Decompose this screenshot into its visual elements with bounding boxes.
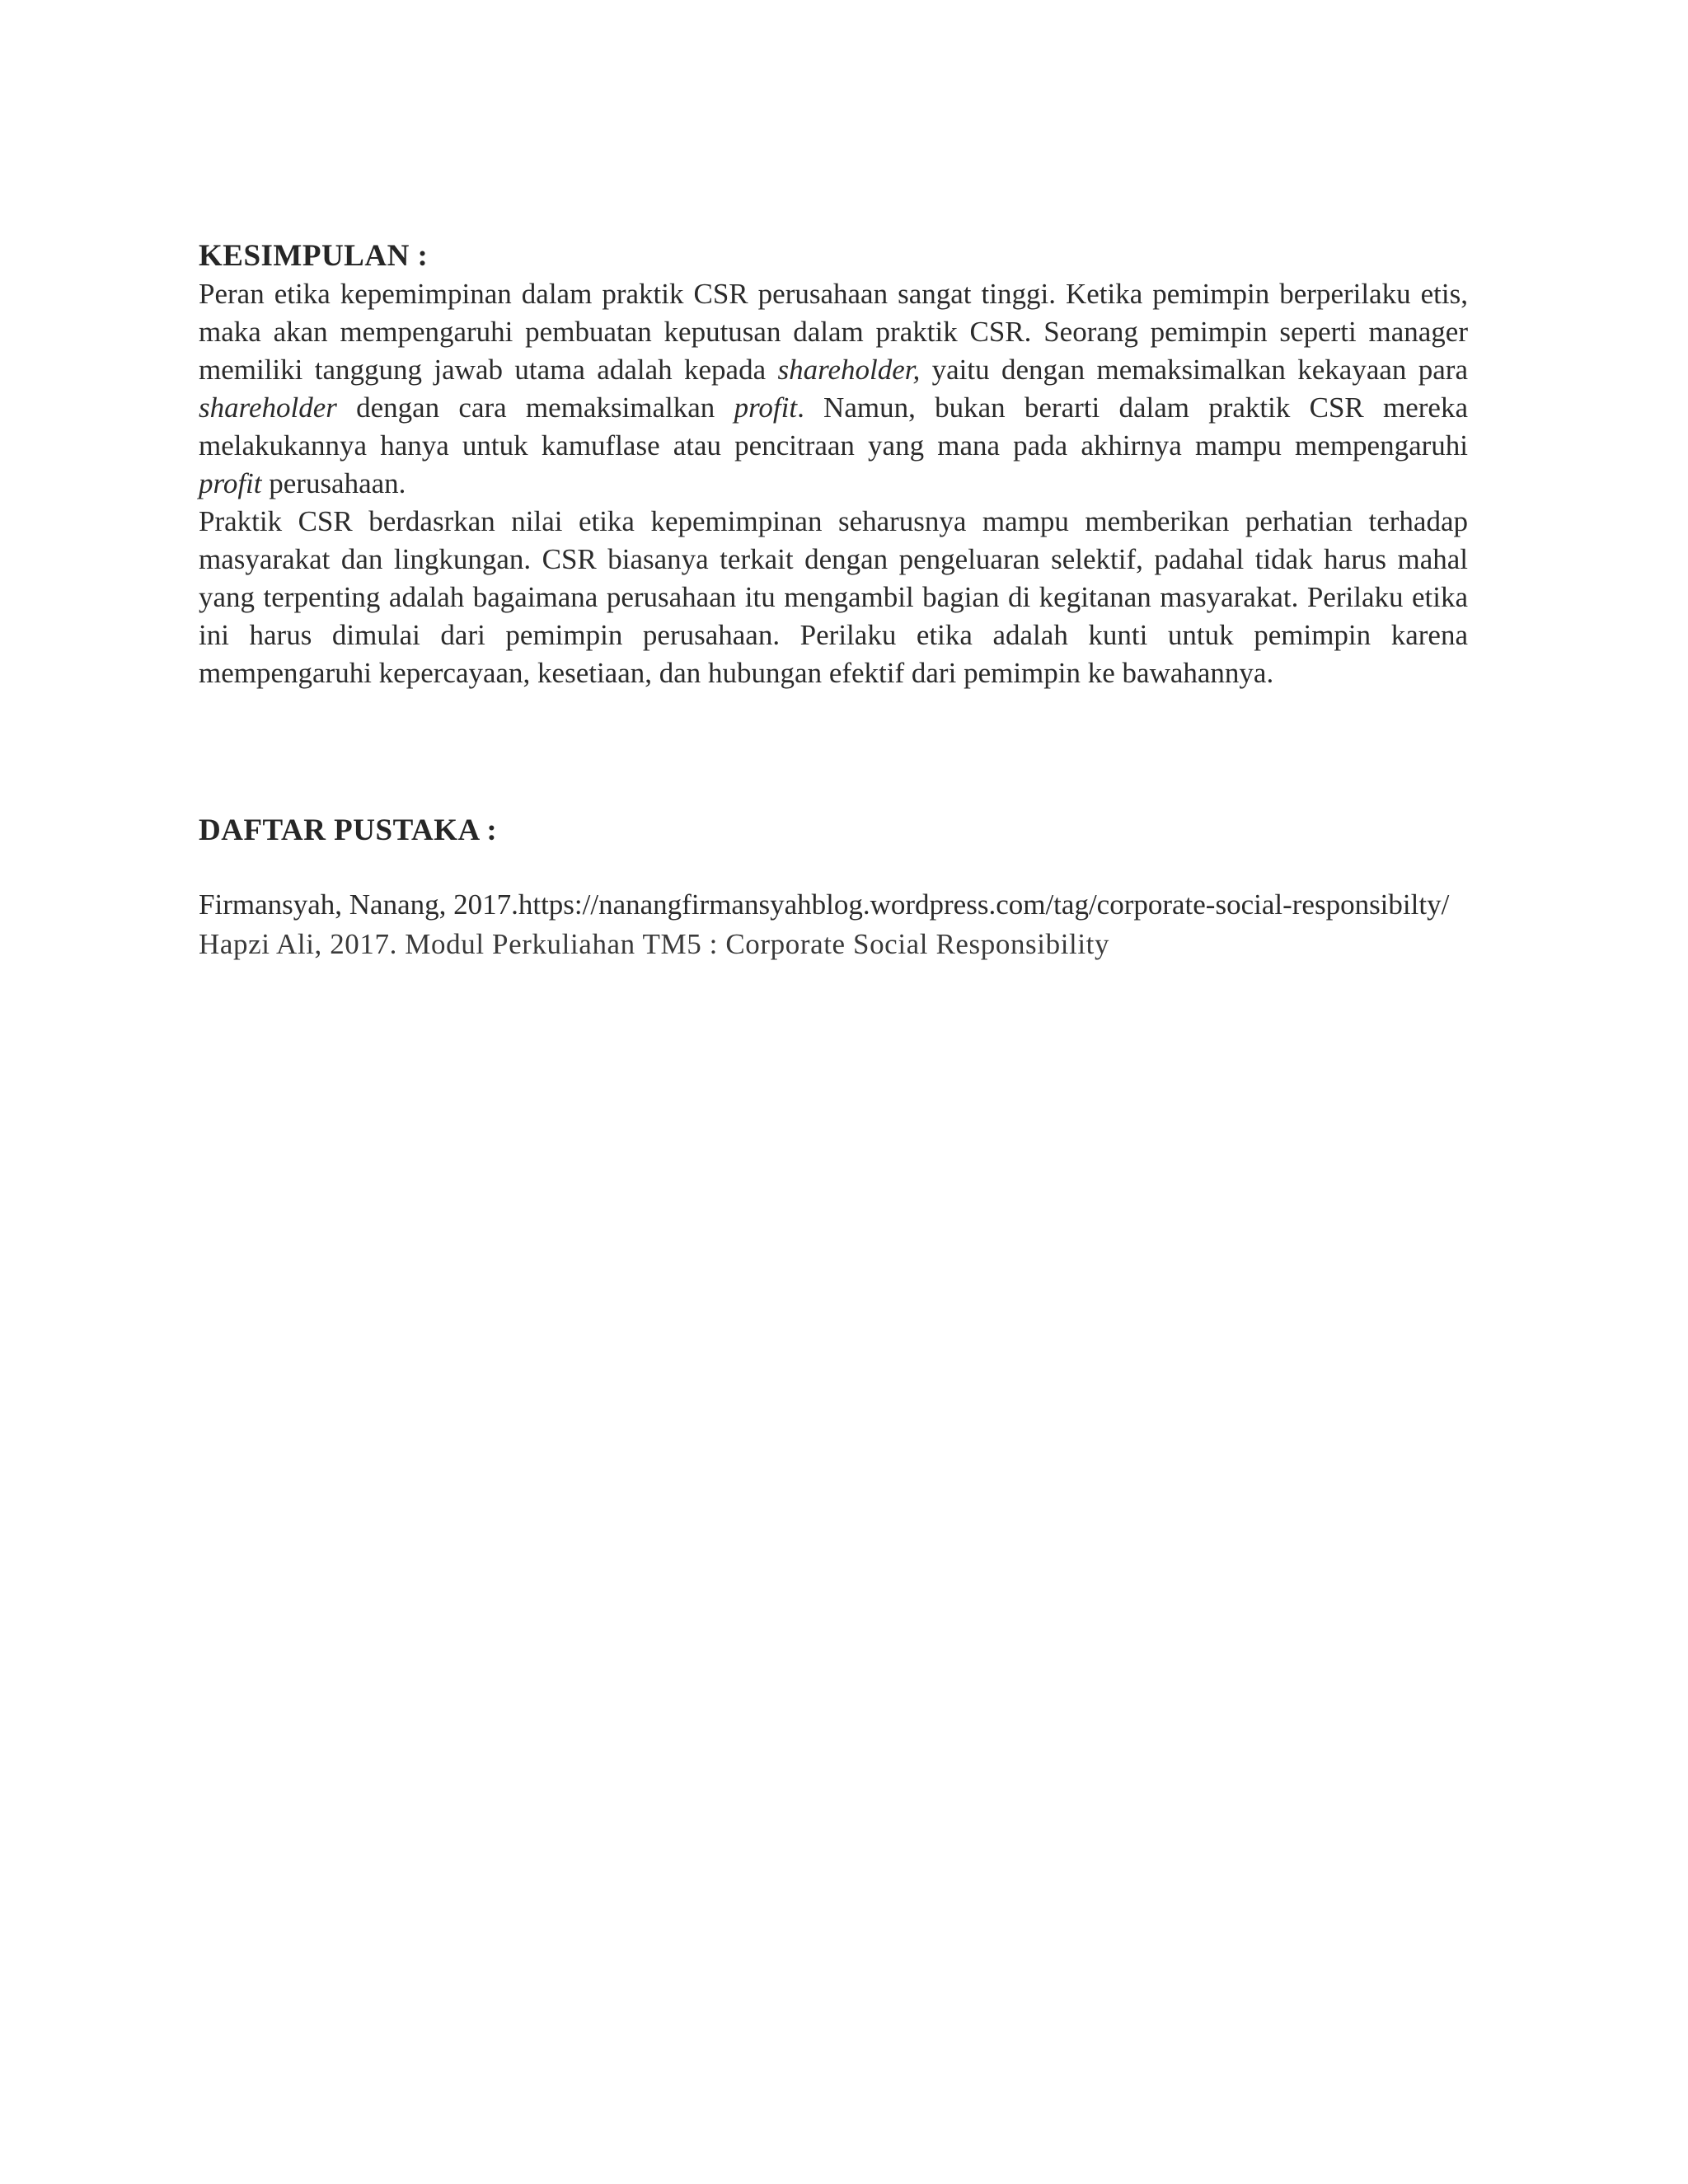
conclusion-p1-text-1: Peran etika kepemimpinan dalam praktik CSR perusahaan sangat tinggi. Ketika pemimpin berperilaku etis, maka akan mempengaruhi pembuatan keputusan dalam praktik CSR. Seorang pemimpin seperti manager memiliki tanggung jawab utama adalah kepada	[199, 278, 1468, 386]
references-heading: DAFTAR PUSTAKA :	[199, 813, 498, 847]
conclusion-heading: KESIMPULAN :	[199, 239, 429, 273]
conclusion-p1-text-4: . Namun, bukan berarti dalam praktik CSR mereka melakukannya hanya untuk kamuflase atau pencitraan yang mana pada akhirnya mampu mempengaruhi	[199, 391, 1468, 462]
conclusion-paragraph-2: Praktik CSR berdasrkan nilai etika kepemimpinan seharusnya mampu memberikan perhatian terhadap masyarakat dan lingkungan. CSR biasanya terkait dengan pengeluaran selektif, padahal tidak harus mahal yang terpenting adalah bagaimana perusahaan itu mengambil bagian di kegitanan masyarakat. Perilaku etika ini harus dimulai dari pemimpin perusahaan. Perilaku etika adalah kunti untuk pemimpin karena mempengaruhi kepercayaan, kesetiaan, dan hubungan efektif dari pemimpin ke bawahannya.	[199, 505, 1468, 689]
section-spacer	[199, 692, 1468, 812]
conclusion-paragraph-1	[199, 275, 1468, 503]
page-content	[199, 237, 1468, 963]
reference-item-2: Hapzi Ali, 2017. Modul Perkuliahan TM5 : Corporate Social Responsibility	[199, 928, 1110, 960]
conclusion-p1-text-3: dengan cara memaksimalkan	[336, 391, 734, 424]
conclusion-p1-text-5: perusahaan.	[261, 467, 406, 499]
conclusion-p1-italic-3: profit	[734, 391, 798, 424]
reference-item-1: Firmansyah, Nanang, 2017.https://nanangfirmansyahblog.wordpress.com/tag/corporate-social-responsibilty/	[199, 888, 1450, 921]
conclusion-p1-text-2: yaitu dengan memaksimalkan kekayaan para	[920, 354, 1468, 386]
conclusion-p1-italic-4: profit	[199, 467, 262, 499]
conclusion-p1-italic-2: shareholder	[199, 391, 337, 424]
conclusion-p1-italic-1: shareholder,	[777, 354, 921, 386]
